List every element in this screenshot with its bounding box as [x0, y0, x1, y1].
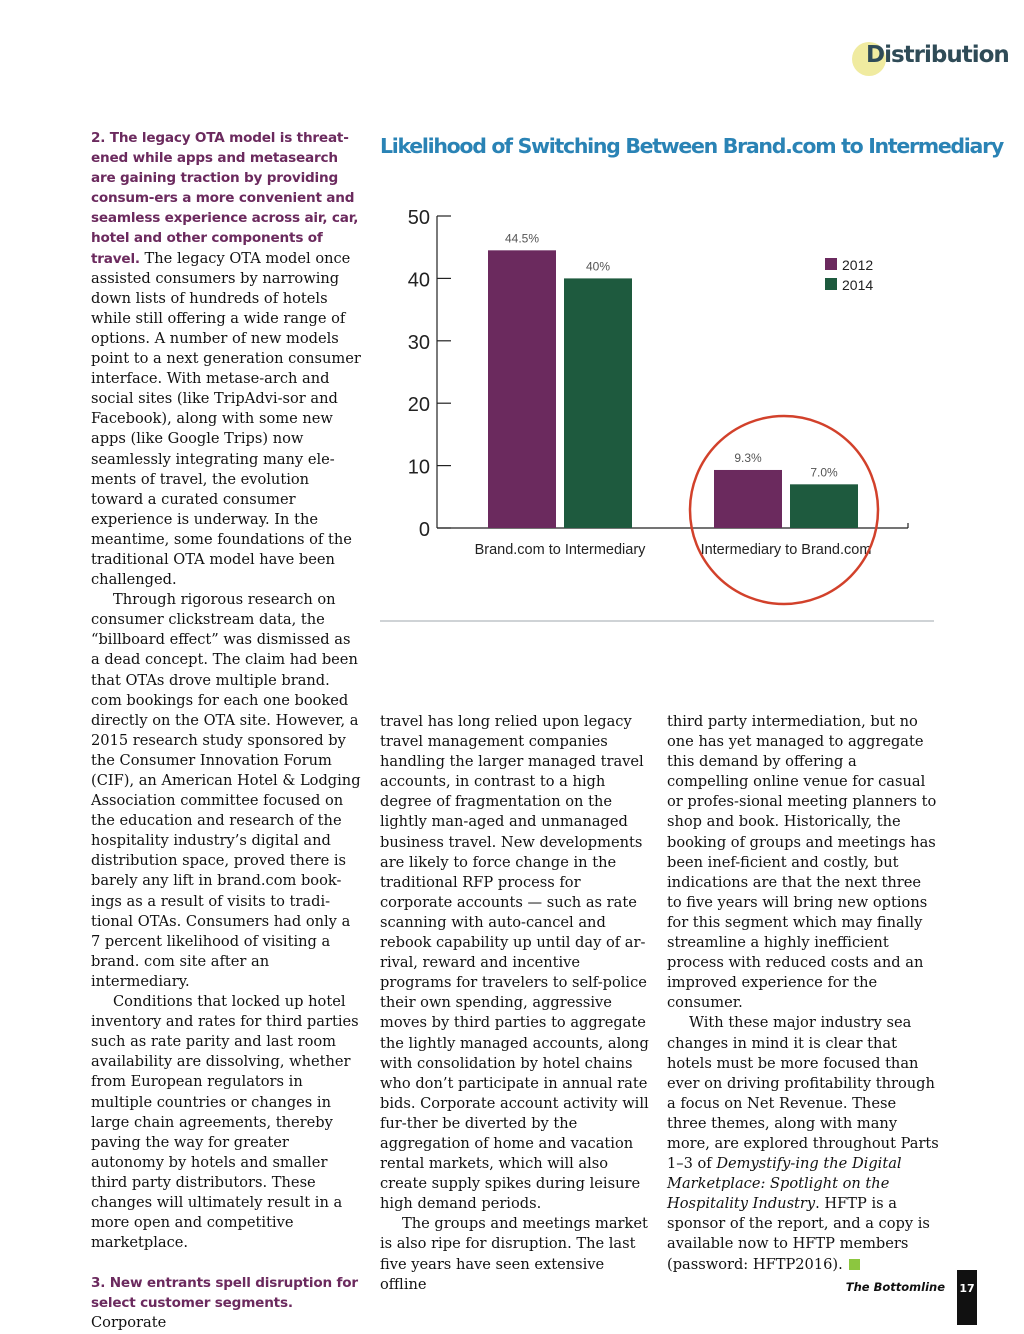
- article-column-3: [667, 712, 939, 1275]
- paragraph-billboard: Through rigorous research on consumer clickstream data, the “billboard effect” was dismissed as a dead concept. The claim had been that OTAs drove multiple brand. com bookings for each one booked directly on the OTA site. However, a 2015 research study sponsored by the Consumer Innovation Forum (CIF), an American Hotel & Lodging Association committee focused on the education and research of the hospitality industry’s digital and distribution space, proved there is barely any lift in brand.com book-ings as a result of visits to tradi-tional OTAs. Consumers had only a 7 percent likelihood of visiting a brand. com site after an intermediary.: [91, 591, 361, 990]
- y-tick-label: 50: [407, 207, 430, 229]
- bar-2012-2: [714, 470, 782, 528]
- paragraph-meetings: third party intermediation, but no one has yet managed to aggregate this demand by offering a compelling online venue for casual or profes-sional meeting planners to shop and book. Historically, the booking of groups and meetings has been inef-ficient and costly, but indications are that the next three to five years will bring new options for this segment which may finally streamline a highly inefficient process with reduced costs and an improved experience for the consumer.: [667, 713, 937, 1012]
- bar-chart: [380, 190, 940, 610]
- paragraph-conclusion: [667, 1013, 939, 1274]
- bar-2012-1: [488, 250, 556, 528]
- y-tick-label: 0: [418, 519, 430, 541]
- data-label: 40%: [585, 259, 611, 274]
- legend-swatch-2014: [825, 278, 837, 290]
- publication-name: The Bottomline: [845, 1280, 945, 1294]
- lead-heading-3: 3. New entrants spell disruption for select customer segments.: [91, 1275, 358, 1312]
- legend-label: 2012: [842, 257, 874, 273]
- paragraph-new-entrants: [91, 1273, 361, 1333]
- paragraph-corporate: travel has long relied upon legacy travel management companies handling the larger managed travel accounts, in contrast to a high degree of fragmentation on the lightly man-aged and unmanaged business travel. New developments are likely to force change in the traditional RFP process for corporate accounts — such as rate scanning with auto-cancel and rebook capability up until day of ar-rival, reward and incentive programs for travelers to self-police their own spending, aggressive moves by third parties to aggregate the lightly managed accounts, along with consolidation by hotel chains who don’t participate in annual rate bids. Corporate account activity will fur-ther be diverted by the aggregation of home and vacation rental markets, which will also create supply spikes during leisure high demand periods.: [380, 713, 649, 1213]
- y-tick-label: 40: [407, 269, 430, 292]
- y-tick-label: 10: [407, 456, 430, 479]
- lead-heading-2: 2. The legacy OTA model is threat-ened while apps and metasearch are gaining traction by providing consum-ers a more convenient and seamless experience across air, car, hotel and other components of travel.: [91, 130, 359, 267]
- chart-divider: [380, 620, 934, 622]
- report-title: Demystify-ing the Digital Marketplace: Spotlight on the Hospitality Industry: [667, 1155, 902, 1213]
- paragraph-groups: The groups and meetings market is also ripe for disruption. The last five years have seen extensive offline: [380, 1215, 648, 1293]
- chart-title: Likelihood of Switching Between Brand.com to Intermediary: [380, 134, 1003, 158]
- paragraph-ota-body: The legacy OTA model once assisted consumers by narrowing down lists of hundreds of hotels while still offering a wide range of options. A number of new models point to a next generation consumer interface. With metase-arch and social sites (like TripAdvi-sor and Facebook), along with some new apps (like Google Trips) now seamlessly integrating many ele-ments of travel, the evolution toward a curated consumer experience is underway. In the meantime, some foundations of the traditional OTA model have been challenged.: [91, 249, 361, 589]
- article-column-1: [91, 128, 361, 1334]
- end-mark-icon: [849, 1259, 860, 1270]
- bar-2014-2: [790, 484, 858, 528]
- data-label: 9.3%: [734, 450, 762, 465]
- article-column-2: [380, 712, 650, 1295]
- paragraph-new-entrants-body: Corporate: [91, 1314, 167, 1332]
- bar-2014-1: [564, 278, 632, 528]
- data-label: 7.0%: [810, 465, 838, 480]
- legend-swatch-2012: [825, 258, 837, 270]
- paragraph-conclusion-a: With these major industry sea changes in mind it is clear that hotels must be more focused than ever on driving profitability through a focus on Net Revenue. These three themes, along with many more, are explored throughout Parts 1–3 of: [667, 1014, 939, 1173]
- y-tick-label: 20: [407, 394, 430, 417]
- section-title: Distribution: [866, 42, 1009, 68]
- y-tick-label: 30: [407, 331, 430, 354]
- paragraph-conditions: Conditions that locked up hotel inventory and rates for third parties such as rate parity and last room availability are dissolving, whether from European regulators in multiple countries or changes in large chain agreements, thereby paving the way for greater autonomy by hotels and smaller third party distributors. These changes will ultimately result in a more open and competitive marketplace.: [91, 993, 359, 1252]
- paragraph-conclusion-b: . HFTP is a sponsor of the report, and a copy is available now to HFTP members (password: HFTP2016).: [667, 1195, 930, 1273]
- category-label: Brand.com to Intermediary: [474, 542, 646, 558]
- data-label: 44.5%: [504, 231, 540, 246]
- section-header: [852, 40, 1009, 80]
- legend-label: 2014: [842, 277, 874, 293]
- category-label: Intermediary to Brand.com: [700, 542, 872, 558]
- page-number: 17: [957, 1270, 977, 1325]
- paragraph-ota: [91, 128, 361, 590]
